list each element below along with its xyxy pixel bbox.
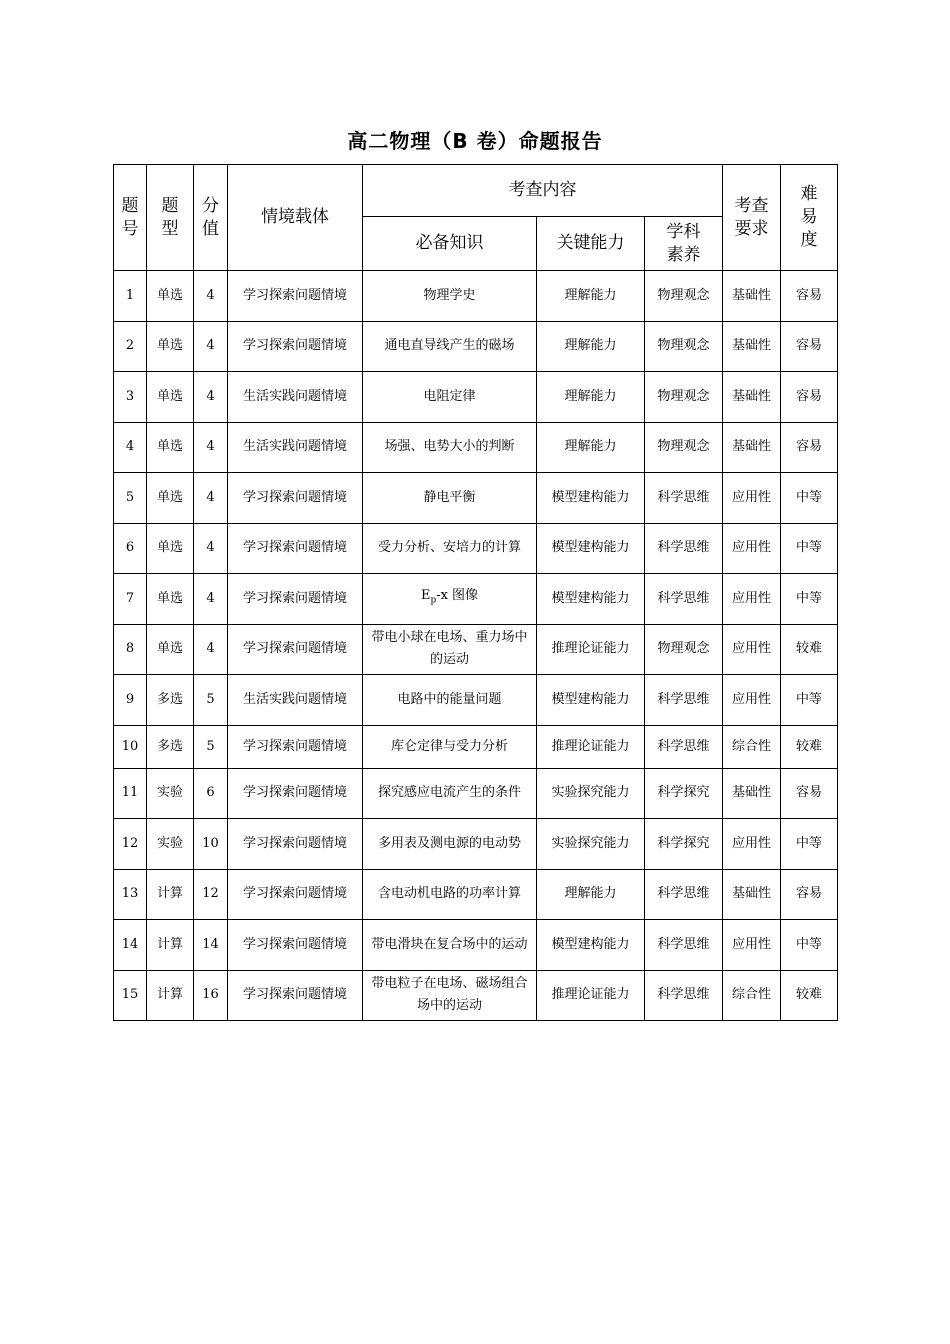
cell-context: 学习探索问题情境 [228,920,363,971]
cell-ability: 理解能力 [537,372,645,423]
table-row [114,321,838,372]
cell-score: 16 [194,970,228,1021]
cell-ability: 模型建构能力 [537,920,645,971]
cell-requirement: 应用性 [723,473,781,524]
cell-type: 单选 [147,523,194,574]
table-row [114,768,838,819]
cell-type: 单选 [147,624,194,675]
table-row [114,372,838,423]
cell-type: 单选 [147,321,194,372]
cell-difficulty: 中等 [781,675,838,726]
cell-difficulty: 中等 [781,574,838,625]
cell-knowledge: 电路中的能量问题 [363,675,537,726]
cell-literacy: 科学思维 [645,574,723,625]
cell-difficulty: 容易 [781,768,838,819]
cell-knowledge: 含电动机电路的功率计算 [363,869,537,920]
cell-type: 计算 [147,970,194,1021]
header-type: 题型 [147,165,194,271]
table-row [114,523,838,574]
header-score: 分值 [194,165,228,271]
cell-difficulty: 容易 [781,271,838,322]
cell-score: 5 [194,725,228,768]
cell-knowledge: 带电小球在电场、重力场中的运动 [363,624,537,675]
cell-difficulty: 较难 [781,624,838,675]
cell-context: 学习探索问题情境 [228,869,363,920]
cell-requirement: 应用性 [723,675,781,726]
cell-score: 6 [194,768,228,819]
cell-no: 14 [114,920,147,971]
header-no: 题号 [114,165,147,271]
cell-requirement: 综合性 [723,725,781,768]
cell-literacy: 科学探究 [645,819,723,870]
cell-literacy: 科学思维 [645,725,723,768]
cell-score: 4 [194,473,228,524]
cell-no: 2 [114,321,147,372]
report-title: 高二物理（B 卷）命题报告 [347,129,603,153]
cell-difficulty: 中等 [781,920,838,971]
cell-no: 15 [114,970,147,1021]
cell-type: 单选 [147,422,194,473]
cell-difficulty: 较难 [781,970,838,1021]
cell-requirement: 综合性 [723,970,781,1021]
cell-context: 学习探索问题情境 [228,624,363,675]
cell-knowledge: 带电滑块在复合场中的运动 [363,920,537,971]
cell-requirement: 基础性 [723,422,781,473]
cell-requirement: 应用性 [723,574,781,625]
cell-type: 多选 [147,725,194,768]
cell-context: 学习探索问题情境 [228,768,363,819]
cell-score: 4 [194,271,228,322]
table-row [114,970,838,1021]
cell-context: 学习探索问题情境 [228,970,363,1021]
cell-context: 学习探索问题情境 [228,523,363,574]
cell-ability: 模型建构能力 [537,675,645,726]
cell-type: 实验 [147,768,194,819]
cell-context: 学习探索问题情境 [228,271,363,322]
cell-no: 1 [114,271,147,322]
cell-requirement: 应用性 [723,624,781,675]
cell-requirement: 应用性 [723,920,781,971]
header-difficulty: 难易度 [781,165,838,271]
cell-difficulty: 容易 [781,372,838,423]
knowledge-symbol: E [420,588,431,604]
cell-knowledge: 电阻定律 [363,372,537,423]
table-header [114,165,838,271]
cell-context: 学习探索问题情境 [228,819,363,870]
cell-requirement: 基础性 [723,321,781,372]
cell-score: 4 [194,523,228,574]
cell-requirement: 基础性 [723,869,781,920]
cell-score: 14 [194,920,228,971]
cell-knowledge: 探究感应电流产生的条件 [363,768,537,819]
cell-type: 实验 [147,819,194,870]
cell-no: 3 [114,372,147,423]
cell-context: 学习探索问题情境 [228,574,363,625]
table-row [114,473,838,524]
cell-ability: 推理论证能力 [537,970,645,1021]
cell-ability: 理解能力 [537,321,645,372]
cell-knowledge: 多用表及测电源的电动势 [363,819,537,870]
cell-context: 生活实践问题情境 [228,422,363,473]
cell-requirement: 基础性 [723,768,781,819]
cell-no: 7 [114,574,147,625]
cell-no: 10 [114,725,147,768]
cell-requirement: 应用性 [723,523,781,574]
cell-knowledge: 场强、电势大小的判断 [363,422,537,473]
cell-requirement: 应用性 [723,819,781,870]
cell-type: 单选 [147,473,194,524]
cell-score: 4 [194,321,228,372]
cell-difficulty: 容易 [781,869,838,920]
cell-ability: 理解能力 [537,271,645,322]
cell-type: 多选 [147,675,194,726]
cell-difficulty: 中等 [781,523,838,574]
header-requirement: 考查要求 [723,165,781,271]
cell-score: 4 [194,624,228,675]
cell-score: 4 [194,422,228,473]
cell-literacy: 科学思维 [645,473,723,524]
cell-literacy: 物理观念 [645,422,723,473]
cell-ability: 推理论证能力 [537,624,645,675]
cell-ability: 实验探究能力 [537,819,645,870]
cell-knowledge: 库仑定律与受力分析 [363,725,537,768]
cell-ability: 理解能力 [537,869,645,920]
cell-difficulty: 较难 [781,725,838,768]
cell-difficulty: 中等 [781,819,838,870]
cell-ability: 模型建构能力 [537,523,645,574]
cell-ability: 推理论证能力 [537,725,645,768]
header-ability: 关键能力 [537,217,645,271]
cell-literacy: 科学思维 [645,920,723,971]
cell-difficulty: 中等 [781,473,838,524]
cell-literacy: 科学思维 [645,869,723,920]
cell-literacy: 物理观念 [645,624,723,675]
cell-requirement: 基础性 [723,271,781,322]
cell-type: 单选 [147,372,194,423]
cell-context: 学习探索问题情境 [228,321,363,372]
table-row [114,624,838,675]
cell-knowledge [363,574,537,625]
cell-score: 4 [194,574,228,625]
cell-literacy: 科学思维 [645,523,723,574]
cell-no: 5 [114,473,147,524]
cell-knowledge: 物理学史 [363,271,537,322]
header-literacy: 学科素养 [645,217,723,271]
cell-difficulty: 容易 [781,422,838,473]
header-context: 情境载体 [228,165,363,271]
cell-knowledge: 带电粒子在电场、磁场组合场中的运动 [363,970,537,1021]
table-row [114,725,838,768]
cell-no: 8 [114,624,147,675]
cell-context: 学习探索问题情境 [228,725,363,768]
cell-score: 10 [194,819,228,870]
table-row [114,819,838,870]
knowledge-rest: -x 图像 [436,588,479,604]
cell-score: 5 [194,675,228,726]
cell-no: 4 [114,422,147,473]
cell-score: 4 [194,372,228,423]
cell-type: 计算 [147,869,194,920]
cell-literacy: 科学思维 [645,970,723,1021]
knowledge-subscript: p [430,596,437,607]
cell-type: 计算 [147,920,194,971]
cell-literacy: 物理观念 [645,321,723,372]
cell-no: 12 [114,819,147,870]
cell-context: 生活实践问题情境 [228,372,363,423]
cell-knowledge: 静电平衡 [363,473,537,524]
cell-ability: 实验探究能力 [537,768,645,819]
header-content-group: 考查内容 [363,165,723,217]
cell-no: 9 [114,675,147,726]
cell-context: 生活实践问题情境 [228,675,363,726]
table-row [114,869,838,920]
report-table [113,164,838,1021]
cell-context: 学习探索问题情境 [228,473,363,524]
cell-ability: 模型建构能力 [537,574,645,625]
cell-no: 11 [114,768,147,819]
cell-type: 单选 [147,574,194,625]
table-row [114,675,838,726]
table-row [114,574,838,625]
cell-literacy: 物理观念 [645,372,723,423]
header-knowledge: 必备知识 [363,217,537,271]
cell-ability: 模型建构能力 [537,473,645,524]
cell-score: 12 [194,869,228,920]
table-row [114,920,838,971]
table-body [114,271,838,1021]
cell-literacy: 科学思维 [645,675,723,726]
cell-no: 13 [114,869,147,920]
cell-literacy: 科学探究 [645,768,723,819]
table-row [114,271,838,322]
cell-difficulty: 容易 [781,321,838,372]
cell-requirement: 基础性 [723,372,781,423]
cell-ability: 理解能力 [537,422,645,473]
cell-knowledge: 受力分析、安培力的计算 [363,523,537,574]
table-row [114,422,838,473]
cell-knowledge: 通电直导线产生的磁场 [363,321,537,372]
cell-literacy: 物理观念 [645,271,723,322]
cell-type: 单选 [147,271,194,322]
cell-no: 6 [114,523,147,574]
